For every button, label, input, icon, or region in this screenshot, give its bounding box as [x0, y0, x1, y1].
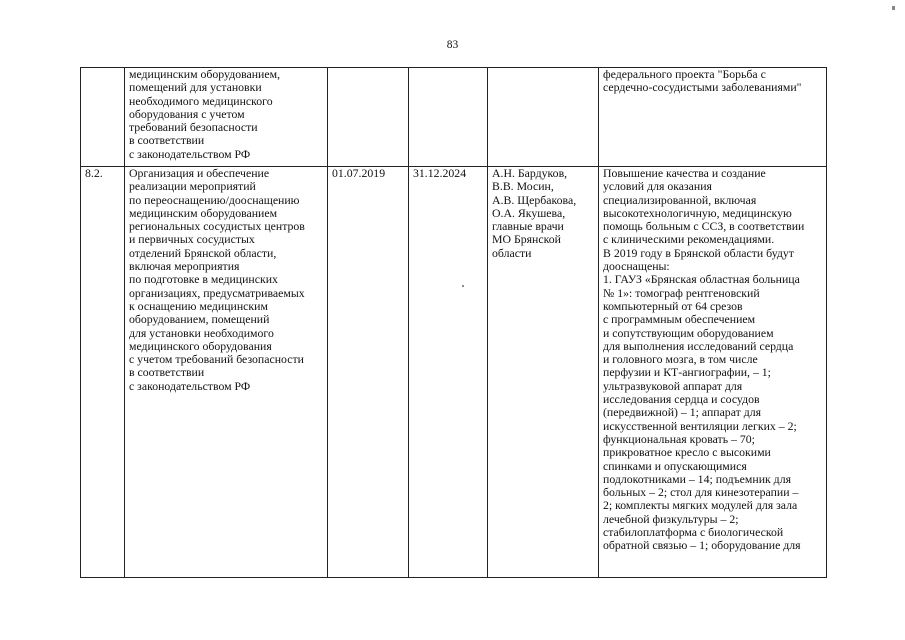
- text-line: включая мероприятия: [129, 259, 240, 274]
- text-line: лечебной физкультуры – 2;: [603, 511, 739, 526]
- text-line: прикроватное кресло с высокими: [603, 445, 771, 460]
- text-line: (передвижной) – 1; аппарат для: [603, 405, 762, 420]
- text-line: оборудованием, помещений: [129, 312, 270, 327]
- text-line: подлокотниками – 14; подъемник для: [603, 471, 792, 486]
- text-line: В.В. Мосин,: [492, 179, 554, 194]
- text-line: оборудования с учетом: [129, 106, 245, 121]
- text-line: и сопутствующим оборудованием: [603, 325, 774, 340]
- text-line: 1. ГАУЗ «Брянская областная больница: [603, 272, 800, 287]
- text-line: высокотехнологичную, медицинскую: [603, 205, 792, 220]
- text-line: обратной связью – 1; оборудование для: [603, 538, 801, 553]
- text-line: с учетом требований безопасности: [129, 352, 304, 367]
- text-line: Организация и обеспечение: [129, 166, 270, 180]
- text-line: с законодательством РФ: [129, 146, 251, 161]
- cell-responsible: [488, 167, 599, 578]
- text-line: компьютерный от 64 срезов: [603, 298, 743, 313]
- text-line: реализации мероприятий: [129, 179, 256, 194]
- text-line: с клиническими рекомендациями.: [603, 232, 775, 247]
- cell-result: [599, 167, 827, 578]
- text-line: медицинским оборудованием: [129, 205, 278, 220]
- text-line: для выполнения исследований сердца: [603, 338, 794, 353]
- text-line: МО Брянской: [492, 232, 561, 247]
- text-line: А.В. Щербакова,: [492, 192, 577, 207]
- table-row-8-2: [81, 167, 827, 578]
- cell-number: 8.2.: [81, 167, 125, 578]
- cell-end-date: [409, 68, 488, 167]
- text-line: по переоснащению/дооснащению: [129, 192, 300, 207]
- page-edge-mark: [892, 6, 895, 10]
- result-text: [603, 68, 823, 95]
- text-line: отделений Брянской области,: [129, 245, 277, 260]
- text-line: помощь больным с ССЗ, в соответствии: [603, 219, 805, 234]
- cell-start-date: 01.07.2019: [328, 167, 409, 578]
- text-line: для установки необходимого: [129, 325, 274, 340]
- measures-table: [80, 67, 827, 578]
- result-text: [603, 167, 823, 553]
- cell-end-date: 31.12.2024: [409, 167, 488, 578]
- cell-start-date: [328, 68, 409, 167]
- measure-text: [129, 68, 324, 161]
- text-line: организациях, предусматриваемых: [129, 285, 305, 300]
- cell-measure: [125, 167, 328, 578]
- text-line: сердечно-сосудистыми заболеваниями": [603, 80, 802, 95]
- text-line: 2; комплекты мягких модулей для зала: [603, 498, 798, 513]
- text-line: по подготовке в медицинских: [129, 272, 278, 287]
- cell-result: [599, 68, 827, 167]
- text-line: в соответствии: [129, 365, 205, 380]
- text-line: специализированной, включая: [603, 192, 757, 207]
- text-line: Повышение качества и создание: [603, 166, 766, 180]
- text-line: главные врачи: [492, 219, 564, 234]
- text-line: спинками и опускающимися: [603, 458, 747, 473]
- text-line: в соответствии: [129, 133, 205, 148]
- text-line: с законодательством РФ: [129, 378, 251, 393]
- text-line: медицинским оборудованием,: [129, 67, 281, 81]
- text-line: региональных сосудистых центров: [129, 219, 305, 234]
- text-line: больных – 2; стол для кинезотерапии –: [603, 485, 799, 500]
- responsible-text: [492, 167, 595, 260]
- cell-number: [81, 68, 125, 167]
- text-line: и головного мозга, в том числе: [603, 352, 758, 367]
- text-line: перфузии и КТ-ангиографии, – 1;: [603, 365, 771, 380]
- page-number: 83: [446, 39, 459, 51]
- text-line: области: [492, 245, 532, 260]
- text-line: медицинского оборудования: [129, 338, 272, 353]
- text-line: стабилоплатформа с биологической: [603, 525, 784, 540]
- text-line: федерального проекта "Борьба с: [603, 67, 766, 81]
- text-line: А.Н. Бардуков,: [492, 166, 568, 180]
- text-line: О.А. Якушева,: [492, 205, 566, 220]
- text-line: необходимого медицинского: [129, 93, 273, 108]
- text-line: функциональная кровать – 70;: [603, 431, 755, 446]
- text-line: ультразвуковой аппарат для: [603, 378, 743, 393]
- text-line: требований безопасности: [129, 120, 258, 135]
- text-line: В 2019 году в Брянской области будут: [603, 245, 794, 260]
- text-line: с программным обеспечением: [603, 312, 756, 327]
- text-line: условий для оказания: [603, 179, 712, 194]
- text-line: к оснащению медицинским: [129, 298, 268, 313]
- table-row-continued: [81, 68, 827, 167]
- text-line: исследования сердца и сосудов: [603, 392, 760, 407]
- text-line: № 1»: томограф рентгеновский: [603, 285, 760, 300]
- text-line: помещений для установки: [129, 80, 262, 95]
- text-line: и первичных сосудистых: [129, 232, 255, 247]
- text-line: искусственной вентиляции легких – 2;: [603, 418, 797, 433]
- measure-text: [129, 167, 324, 393]
- text-line: дооснащены:: [603, 259, 670, 274]
- cell-responsible: [488, 68, 599, 167]
- cell-measure: [125, 68, 328, 167]
